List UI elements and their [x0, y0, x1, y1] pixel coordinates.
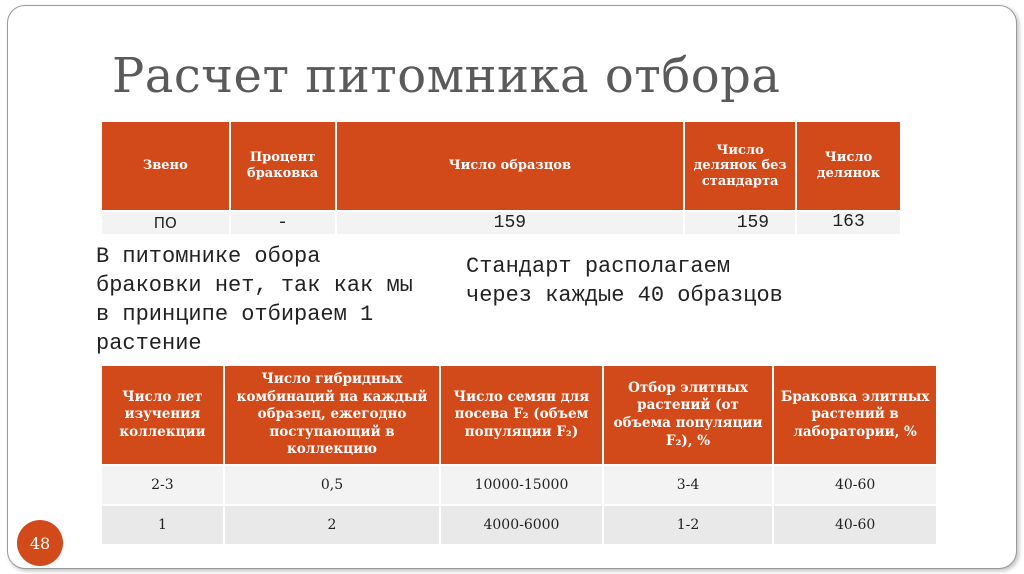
cell-hybrid-combinations: 2	[224, 505, 440, 545]
cell-plots-no-standard: 159	[684, 211, 796, 235]
cell-seed-count: 4000-6000	[440, 505, 603, 545]
header-reject-percent: Процент браковка	[230, 121, 336, 211]
header-plot-count: Число делянок	[796, 121, 901, 211]
header-zveno: Звено	[101, 121, 230, 211]
table-header-row	[101, 365, 937, 465]
header-seed-count: Число семян для посева F₂ (объем популяции F₂)	[440, 365, 603, 465]
cell-hybrid-combinations: 0,5	[224, 465, 440, 505]
cell-zveno: ПО	[101, 211, 230, 235]
collection-table	[100, 364, 938, 546]
cell-sample-count: 159	[336, 211, 685, 235]
header-elite-selection: Отбор элитных растений (от объема популяции F₂), %	[603, 365, 774, 465]
cell-elite-selection: 1-2	[603, 505, 774, 545]
header-sample-count: Число образцов	[336, 121, 685, 211]
table-row	[101, 211, 901, 235]
sample-count-table	[100, 120, 902, 236]
header-hybrid-combinations: Число гибридных комбинаций на каждый образец, ежегодно поступающий в коллекцию	[224, 365, 440, 465]
header-plots-no-standard: Число делянок без стандарта	[684, 121, 796, 211]
cell-elite-selection: 3-4	[603, 465, 774, 505]
header-elite-rejection: Браковка элитных растений в лаборатории, %	[773, 365, 937, 465]
slide-title: Расчет питомника отбора	[112, 48, 781, 104]
header-years: Число лет изучения коллекции	[101, 365, 224, 465]
cell-reject-percent: -	[230, 211, 336, 235]
table-header-row	[101, 121, 901, 211]
cell-elite-rejection: 40-60	[773, 465, 937, 505]
cell-years: 2-3	[101, 465, 224, 505]
note-no-rejection: В питомнике обора браковки нет, так как мы в принципе отбираем 1 растение	[96, 244, 413, 356]
cell-elite-rejection: 40-60	[773, 505, 937, 545]
cell-years: 1	[101, 505, 224, 545]
page-number-badge: 48	[17, 520, 63, 566]
note-standard-placement: Стандарт располагаем через каждые 40 образцов	[466, 254, 783, 308]
cell-plot-count: 163	[796, 211, 901, 235]
table-row	[101, 465, 937, 505]
table-row	[101, 505, 937, 545]
cell-seed-count: 10000-15000	[440, 465, 603, 505]
